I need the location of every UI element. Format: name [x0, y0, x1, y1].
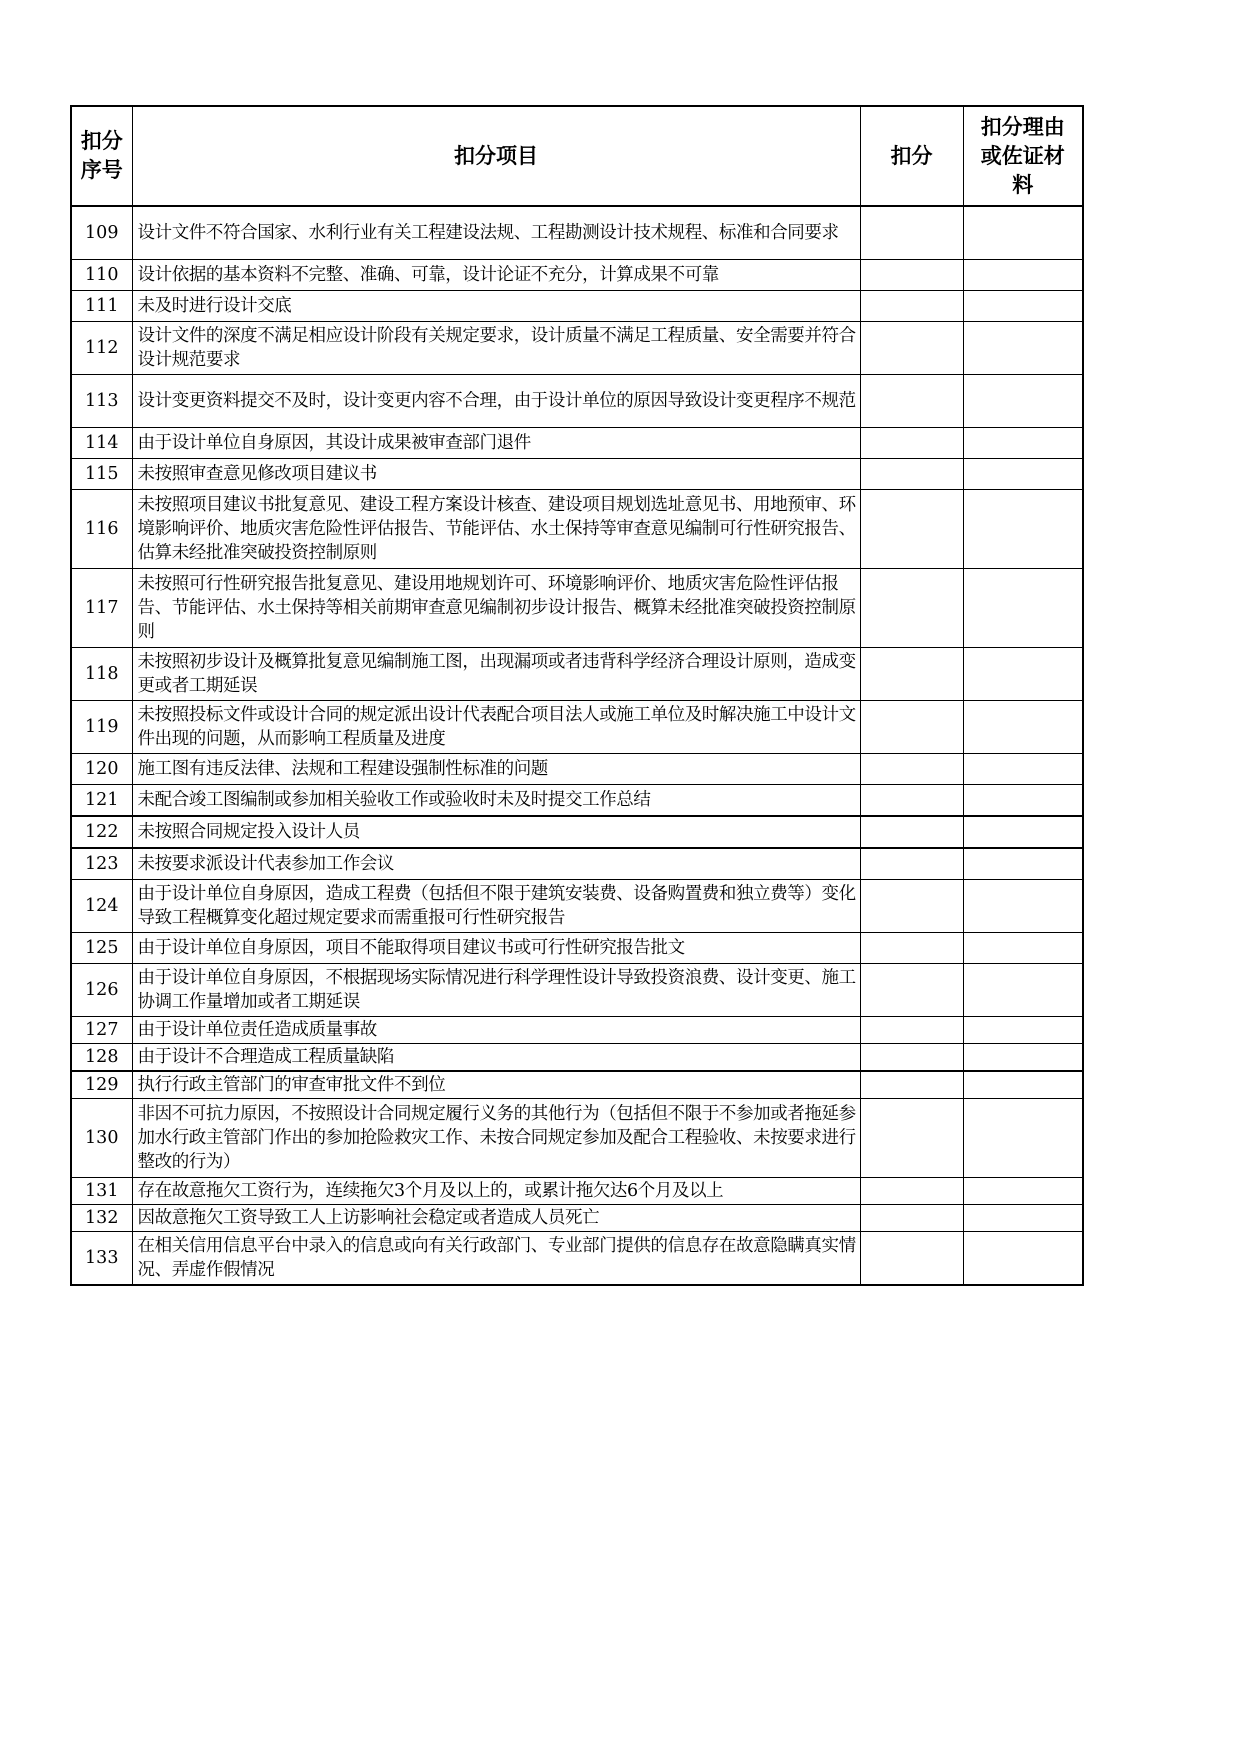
row-item: 未按照审查意见修改项目建议书: [132, 459, 860, 490]
row-item: 设计依据的基本资料不完整、准确、可靠，设计论证不充分，计算成果不可靠: [132, 260, 860, 291]
table-row: [71, 206, 1083, 260]
table-row: [71, 291, 1083, 322]
score-cell[interactable]: [860, 880, 963, 933]
reason-cell[interactable]: [963, 816, 1083, 848]
score-cell[interactable]: [860, 1232, 963, 1286]
row-item: 非因不可抗力原因，不按照设计合同规定履行义务的其他行为（包括但不限于不参加或者拖延参加水行政主管部门作出的参加抢险救灾工作、未按合同规定参加及配合工程验收、未按要求进行整改的行为）: [132, 1099, 860, 1178]
score-cell[interactable]: [860, 1099, 963, 1178]
reason-cell[interactable]: [963, 322, 1083, 375]
row-item: 未按照可行性研究报告批复意见、建设用地规划许可、环境影响评价、地质灾害危险性评估报告、节能评估、水土保持等相关前期审查意见编制初步设计报告、概算未经批准突破投资控制原则: [132, 569, 860, 648]
table-row: [71, 964, 1083, 1017]
table-row: [71, 648, 1083, 701]
row-number: 112: [71, 322, 132, 375]
table-row: [71, 785, 1083, 817]
score-cell[interactable]: [860, 260, 963, 291]
score-cell[interactable]: [860, 459, 963, 490]
score-cell[interactable]: [860, 375, 963, 428]
table-row: [71, 1044, 1083, 1072]
row-item: 存在故意拖欠工资行为，连续拖欠3个月及以上的，或累计拖欠达6个月及以上: [132, 1178, 860, 1205]
reason-cell[interactable]: [963, 375, 1083, 428]
reason-cell[interactable]: [963, 1178, 1083, 1205]
reason-cell[interactable]: [963, 933, 1083, 964]
row-item: 由于设计单位自身原因，其设计成果被审查部门退件: [132, 428, 860, 459]
row-item: 由于设计单位责任造成质量事故: [132, 1017, 860, 1044]
reason-cell[interactable]: [963, 206, 1083, 260]
score-cell[interactable]: [860, 1044, 963, 1072]
row-number: 114: [71, 428, 132, 459]
row-number: 129: [71, 1071, 132, 1099]
row-number: 131: [71, 1178, 132, 1205]
deduction-table: [70, 105, 1084, 1286]
reason-cell[interactable]: [963, 569, 1083, 648]
row-number: 111: [71, 291, 132, 322]
table-row: [71, 880, 1083, 933]
table-row: [71, 1071, 1083, 1099]
score-cell[interactable]: [860, 291, 963, 322]
row-item: 施工图有违反法律、法规和工程建设强制性标准的问题: [132, 754, 860, 785]
reason-cell[interactable]: [963, 754, 1083, 785]
score-cell[interactable]: [860, 785, 963, 817]
row-item: 由于设计不合理造成工程质量缺陷: [132, 1044, 860, 1072]
reason-cell[interactable]: [963, 648, 1083, 701]
score-cell[interactable]: [860, 1178, 963, 1205]
row-number: 126: [71, 964, 132, 1017]
score-cell[interactable]: [860, 428, 963, 459]
score-cell[interactable]: [860, 1205, 963, 1232]
reason-cell[interactable]: [963, 785, 1083, 817]
score-cell[interactable]: [860, 1017, 963, 1044]
table-row: [71, 754, 1083, 785]
table-row: [71, 569, 1083, 648]
reason-cell[interactable]: [963, 1099, 1083, 1178]
row-number: 132: [71, 1205, 132, 1232]
row-item: 未按照初步设计及概算批复意见编制施工图，出现漏项或者违背科学经济合理设计原则，造成变更或者工期延误: [132, 648, 860, 701]
row-number: 122: [71, 816, 132, 848]
score-cell[interactable]: [860, 754, 963, 785]
table-row: [71, 701, 1083, 754]
reason-cell[interactable]: [963, 848, 1083, 880]
table-row: [71, 1232, 1083, 1286]
row-number: 116: [71, 490, 132, 569]
row-number: 125: [71, 933, 132, 964]
reason-cell[interactable]: [963, 1232, 1083, 1286]
table-row: [71, 1099, 1083, 1178]
row-item: 未按照项目建议书批复意见、建设工程方案设计核查、建设项目规划选址意见书、用地预审、环境影响评价、地质灾害危险性评估报告、节能评估、水土保持等审查意见编制可行性研究报告、估算未经批准突破投资控制原则: [132, 490, 860, 569]
table-row: [71, 1017, 1083, 1044]
row-item: 由于设计单位自身原因，不根据现场实际情况进行科学理性设计导致投资浪费、设计变更、施工协调工作量增加或者工期延误: [132, 964, 860, 1017]
reason-cell[interactable]: [963, 880, 1083, 933]
row-item: 设计文件的深度不满足相应设计阶段有关规定要求，设计质量不满足工程质量、安全需要并符合设计规范要求: [132, 322, 860, 375]
row-item: 未按照投标文件或设计合同的规定派出设计代表配合项目法人或施工单位及时解决施工中设计文件出现的问题，从而影响工程质量及进度: [132, 701, 860, 754]
table-row: [71, 848, 1083, 880]
score-cell[interactable]: [860, 322, 963, 375]
score-cell[interactable]: [860, 933, 963, 964]
row-item: 设计文件不符合国家、水利行业有关工程建设法规、工程勘测设计技术规程、标准和合同要求: [132, 206, 860, 260]
reason-cell[interactable]: [963, 964, 1083, 1017]
table-row: [71, 933, 1083, 964]
header-no: 扣分序号: [71, 106, 132, 206]
table-row: [71, 428, 1083, 459]
row-item: 执行行政主管部门的审查审批文件不到位: [132, 1071, 860, 1099]
reason-cell[interactable]: [963, 1205, 1083, 1232]
reason-cell[interactable]: [963, 459, 1083, 490]
score-cell[interactable]: [860, 1071, 963, 1099]
row-item: 未配合竣工图编制或参加相关验收工作或验收时未及时提交工作总结: [132, 785, 860, 817]
row-number: 115: [71, 459, 132, 490]
reason-cell[interactable]: [963, 1044, 1083, 1072]
table-row: [71, 459, 1083, 490]
reason-cell[interactable]: [963, 490, 1083, 569]
reason-cell[interactable]: [963, 291, 1083, 322]
header-reason: 扣分理由或佐证材料: [963, 106, 1083, 206]
row-number: 119: [71, 701, 132, 754]
row-number: 123: [71, 848, 132, 880]
table-row: [71, 375, 1083, 428]
row-number: 117: [71, 569, 132, 648]
row-item: 在相关信用信息平台中录入的信息或向有关行政部门、专业部门提供的信息存在故意隐瞒真实情况、弄虚作假情况: [132, 1232, 860, 1286]
score-cell[interactable]: [860, 816, 963, 848]
header-score: 扣分: [860, 106, 963, 206]
row-number: 118: [71, 648, 132, 701]
table-row: [71, 260, 1083, 291]
row-item: 由于设计单位自身原因，造成工程费（包括但不限于建筑安装费、设备购置费和独立费等）变化导致工程概算变化超过规定要求而需重报可行性研究报告: [132, 880, 860, 933]
row-number: 120: [71, 754, 132, 785]
table-row: [71, 816, 1083, 848]
reason-cell[interactable]: [963, 1017, 1083, 1044]
score-cell[interactable]: [860, 648, 963, 701]
row-number: 124: [71, 880, 132, 933]
row-number: 127: [71, 1017, 132, 1044]
row-item: 未及时进行设计交底: [132, 291, 860, 322]
row-item: 设计变更资料提交不及时，设计变更内容不合理，由于设计单位的原因导致设计变更程序不规范: [132, 375, 860, 428]
score-cell[interactable]: [860, 964, 963, 1017]
row-item: 因故意拖欠工资导致工人上访影响社会稳定或者造成人员死亡: [132, 1205, 860, 1232]
header-item: 扣分项目: [132, 106, 860, 206]
row-number: 113: [71, 375, 132, 428]
reason-cell[interactable]: [963, 1071, 1083, 1099]
row-number: 128: [71, 1044, 132, 1072]
reason-cell[interactable]: [963, 701, 1083, 754]
score-cell[interactable]: [860, 848, 963, 880]
score-cell[interactable]: [860, 569, 963, 648]
table-row: [71, 1178, 1083, 1205]
row-number: 110: [71, 260, 132, 291]
row-number: 121: [71, 785, 132, 817]
row-item: 由于设计单位自身原因，项目不能取得项目建议书或可行性研究报告批文: [132, 933, 860, 964]
reason-cell[interactable]: [963, 428, 1083, 459]
row-number: 133: [71, 1232, 132, 1286]
row-item: 未按照合同规定投入设计人员: [132, 816, 860, 848]
row-item: 未按要求派设计代表参加工作会议: [132, 848, 860, 880]
header-row: [71, 106, 1083, 206]
score-cell[interactable]: [860, 490, 963, 569]
reason-cell[interactable]: [963, 260, 1083, 291]
table-row: [71, 1205, 1083, 1232]
score-cell[interactable]: [860, 206, 963, 260]
table-row: [71, 490, 1083, 569]
row-number: 109: [71, 206, 132, 260]
row-number: 130: [71, 1099, 132, 1178]
table-row: [71, 322, 1083, 375]
score-cell[interactable]: [860, 701, 963, 754]
